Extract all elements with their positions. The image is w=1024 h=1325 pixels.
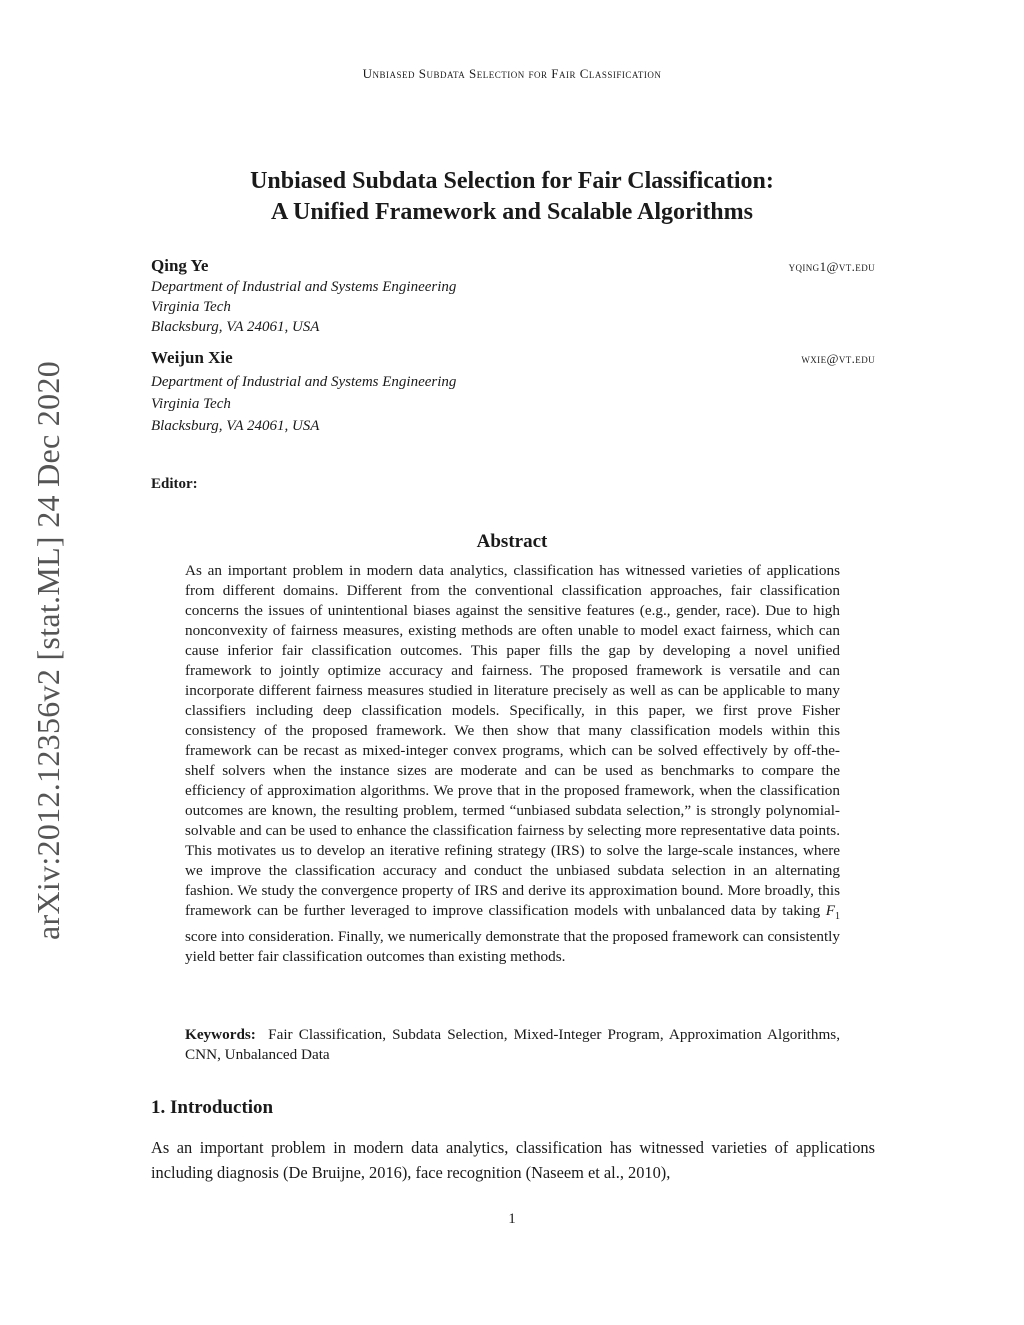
author-institution: Virginia Tech	[151, 299, 231, 315]
author-name: Qing Ye	[151, 256, 209, 275]
page-number: 1	[508, 1211, 516, 1227]
section-heading-introduction: 1. Introduction	[151, 1097, 274, 1118]
author-institution: Virginia Tech	[151, 396, 231, 412]
author-address: Blacksburg, VA 24061, USA	[151, 418, 320, 434]
author-address: Blacksburg, VA 24061, USA	[151, 319, 320, 335]
f1-symbol: F	[825, 902, 836, 919]
author-department: Department of Industrial and Systems Engineering	[151, 374, 457, 390]
paper-title-line-2: A Unified Framework and Scalable Algorithms	[270, 199, 753, 225]
author-block-1	[151, 255, 875, 337]
keywords	[185, 1025, 840, 1065]
abstract-body	[185, 561, 840, 967]
author-email[interactable]: yqing1@vt.edu	[788, 259, 875, 274]
author-email[interactable]: wxie@vt.edu	[801, 351, 875, 366]
arxiv-identifier-text: arXiv:2012.12356v2 [stat.ML] 24 Dec 2020	[29, 360, 66, 940]
author-department: Department of Industrial and Systems Engineering	[151, 279, 457, 295]
keywords-label: Keywords:	[185, 1026, 256, 1043]
running-head: Unbiased Subdata Selection for Fair Classification	[362, 66, 662, 81]
author-name: Weijun Xie	[151, 348, 233, 367]
abstract-text-tail: score into consideration. Finally, we numerically demonstrate that the proposed framework can consistently yield better fair classification outcomes than existing methods.	[185, 928, 840, 966]
f1-subscript: 1	[835, 911, 841, 923]
editor-label: Editor:	[151, 476, 198, 492]
arxiv-identifier-stamp	[28, 340, 68, 960]
abstract-heading: Abstract	[476, 531, 548, 552]
paper-title-line-1: Unbiased Subdata Selection for Fair Classification:	[250, 168, 774, 194]
keywords-text: Fair Classification, Subdata Selection, Mixed-Integer Program, Approximation Algorithms, CNN, Unbalanced Data	[185, 1026, 840, 1063]
introduction-body: As an important problem in modern data analytics, classification has witnessed varieties of applications including diagnosis (De Bruijne, 2016), face recognition (Naseem et al., 2010),	[151, 1138, 875, 1182]
author-block-2	[151, 347, 875, 436]
abstract-text: As an important problem in modern data analytics, classification has witnessed varieties of applications from different domains. Different from the conventional classification approaches, fair classification concerns the issues of unintentional biases against the sensitive features (e.g., gender, race). Due to high nonconvexity of fairness measures, existing methods are often unable to model exact fairness, which can cause inferior fair classification outcomes. This paper fills the gap by developing a novel unified framework to jointly optimize accuracy and fairness. The proposed framework is versatile and can incorporate different fairness measures studied in literature precisely as well as can be applicable to many classifiers including deep classification models. Specifically, in this paper, we first prove Fisher consistency of the proposed framework. We then show that many classification models within this framework can be recast as mixed-integer convex programs, which can be solved effectively by off-the-shelf solvers when the instance sizes are moderate and can be used as benchmarks to compare the efficiency of approximation algorithms. We prove that in the proposed framework, when the classification outcomes are known, the resulting problem, termed “unbiased subdata selection,” is strongly polynomial-solvable and can be used to enhance the classification fairness by selecting more representative data points. This motivates us to develop an iterative refining strategy (IRS) to solve the large-scale instances, where we improve the classification accuracy and conduct the unbiased subdata selection in an alternating fashion. We study the convergence property of IRS and derive its approximation bound. More broadly, this framework can be further leveraged to improve classification models with unbalanced data by taking	[185, 562, 840, 919]
paper-title	[0, 166, 1024, 228]
